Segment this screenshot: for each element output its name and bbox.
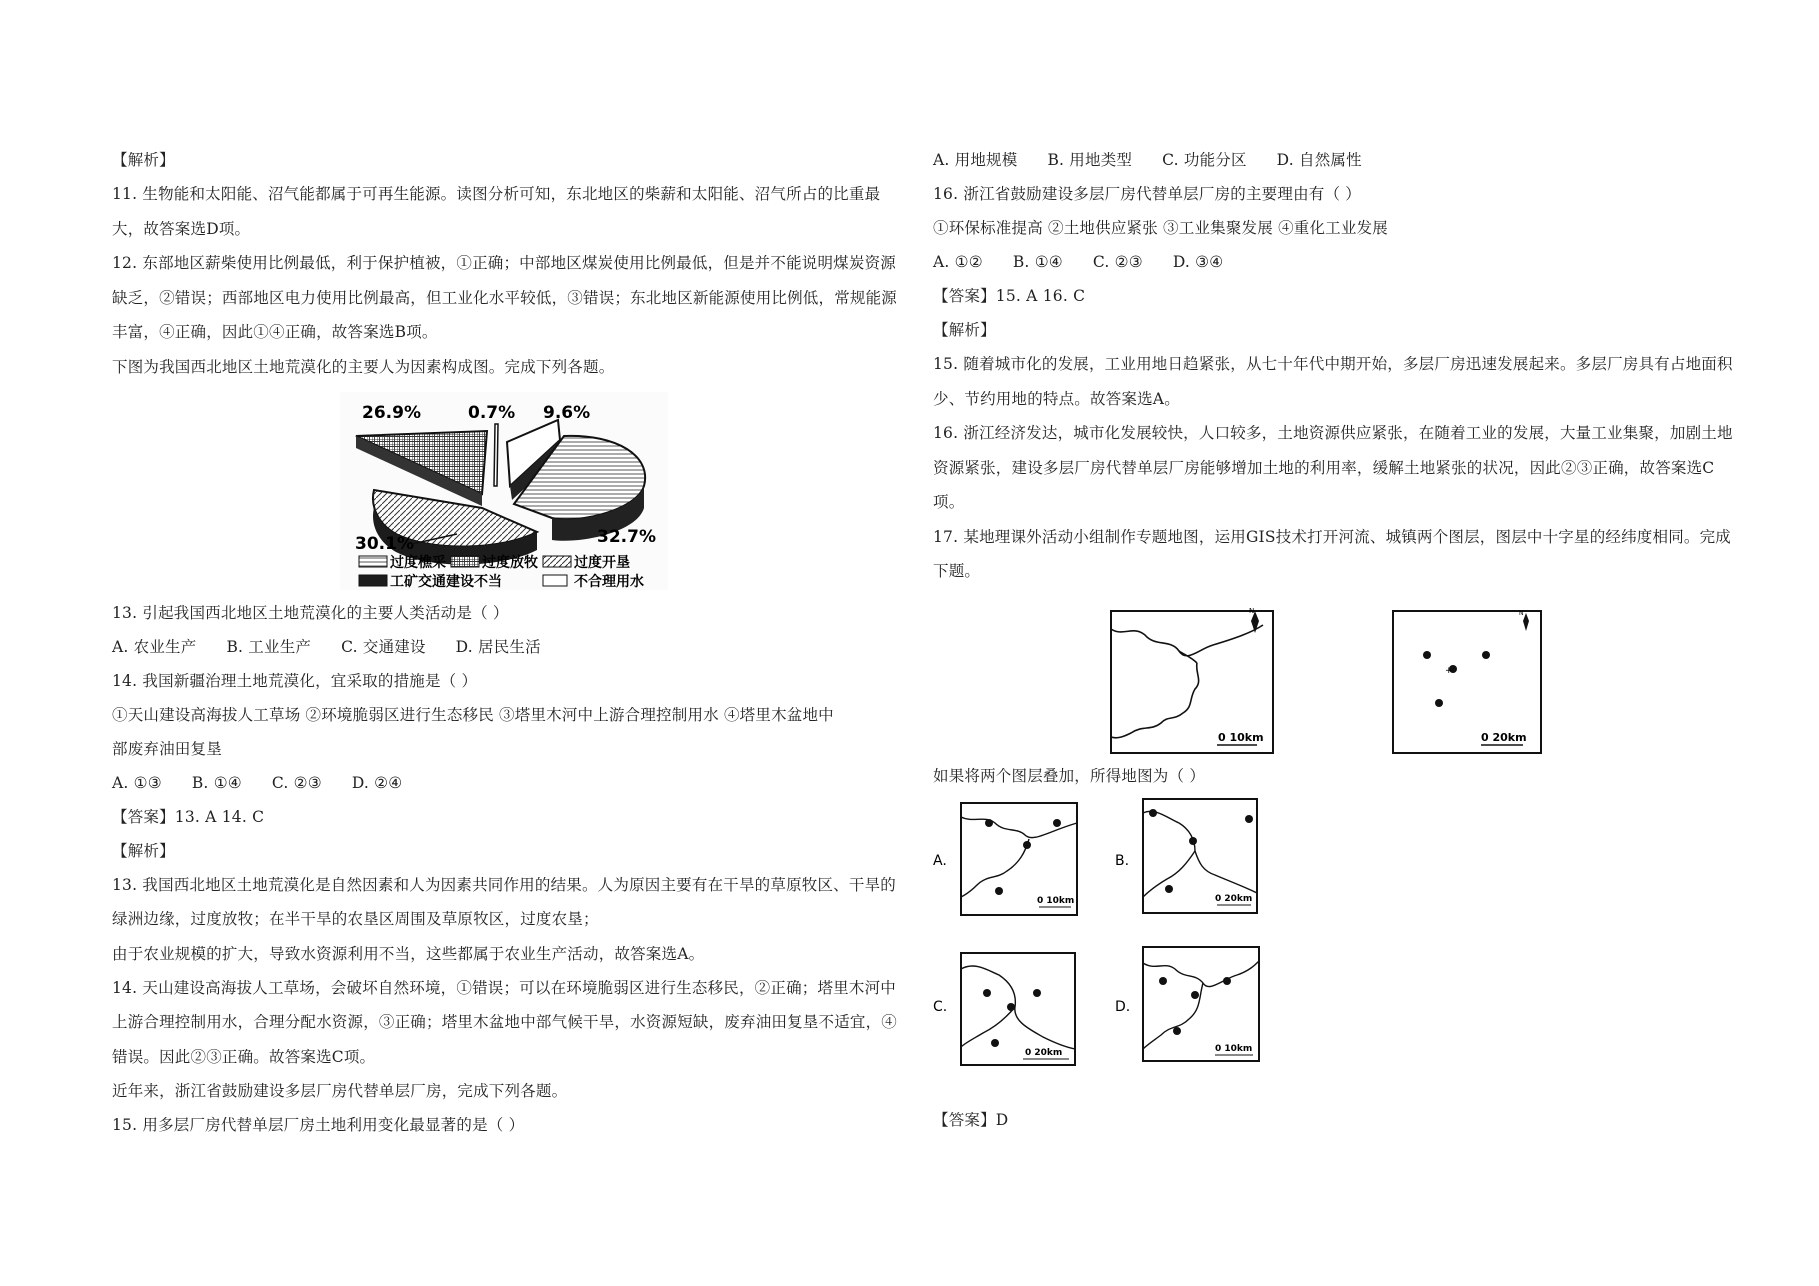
option-a-label: A. (933, 852, 947, 869)
option-maps-figure (933, 793, 1733, 1103)
option-d: D. 自然属性 (1276, 151, 1362, 169)
explanation-16: 16. 浙江经济发达，城市化发展较快，人口较多，土地资源供应紧张，在随着工业的发展，大量工业集聚，加剧土地资源紧张，建设多层厂房代替单层厂房能够增加土地的利用率，缓解土地紧张的状况，因此②③正确，故答案选C项。 (933, 424, 1733, 511)
pie-label-2: 0.7% (468, 402, 516, 423)
explanation-13-cont: 由于农业规模的扩大，导致水资源利用不当，这些都属于农业生产活动，故答案选A。 (112, 944, 705, 963)
legend-label-5: 不合理用水 (574, 573, 644, 590)
town-dot (1423, 651, 1431, 659)
left-column (112, 143, 897, 1142)
question-16-options (933, 245, 1733, 279)
legend-swatch-2 (451, 556, 479, 567)
legend-swatch-5 (543, 575, 567, 586)
question-13-options (112, 630, 897, 664)
scale-label: 0 20km (1025, 1047, 1063, 1058)
town-dot (1435, 699, 1443, 707)
option-c-map (933, 953, 1075, 1065)
explanation-13: 13. 我国西北地区土地荒漠化是自然因素和人为因素共同作用的结果。人为原因主要有在干旱的草原牧区、干旱的绿洲边缘，过度放牧；在半干旱的农垦区周围及草原牧区，过度农垦； (112, 875, 896, 928)
legend-label-1: 过度樵采 (390, 554, 446, 571)
scale-label: 0 10km (1037, 895, 1075, 906)
option-d-map (1115, 947, 1259, 1061)
pie-slice-water (494, 424, 498, 486)
answer-15-16: 【答案】15. A 16. C (933, 287, 1086, 305)
option-b: B. 工业生产 (226, 637, 312, 656)
scale-label: 0 10km (1218, 730, 1264, 744)
scale-label: 0 10km (1215, 1043, 1253, 1054)
pie-label-4: 32.7% (597, 526, 656, 547)
town-layer-map (1393, 610, 1541, 753)
option-d: D. ②④ (351, 773, 403, 792)
legend-swatch-1 (359, 556, 387, 567)
question-14-options (112, 766, 897, 800)
option-b-label: B. (1115, 852, 1130, 869)
analysis-heading: 【解析】 (112, 151, 175, 169)
explanation-14: 14. 天山建设高海拔人工草场，会破坏自然环境，①错误；可以在环境脆弱区进行生态移民，②正确；塔里木河中上游合理控制用水，合理分配水资源，③正确；塔里木盆地中部气候干旱，水资源短缺，废弃油田复垦不适宜，④错误。因此②③正确。故答案选C项。 (112, 978, 898, 1066)
gis-layers-figure (933, 589, 1733, 759)
option-c: C. ②③ (271, 773, 322, 792)
option-c-label: C. (933, 998, 948, 1015)
pie-label-1: 26.9% (362, 402, 421, 423)
analysis-heading-2: 【解析】 (112, 841, 175, 860)
legend-swatch-4 (359, 575, 387, 586)
north-label: N (1249, 606, 1255, 615)
question-17: 17. 某地理课外活动小组制作专题地图，运用GIS技术打开河流、城镇两个图层，图层中十字星的经纬度相同。完成下题。 (933, 527, 1732, 580)
intro-13-14: 下图为我国西北地区土地荒漠化的主要人为因素构成图。完成下列各题。 (112, 357, 615, 376)
option-b: B. 用地类型 (1047, 151, 1133, 169)
option-c: C. ②③ (1092, 253, 1143, 271)
legend-label-4: 工矿交通建设不当 (390, 573, 502, 590)
option-a: A. 用地规模 (933, 151, 1018, 169)
town-dot (1482, 651, 1490, 659)
explanation-11: 11. 生物能和太阳能、沼气能都属于可再生能源。读图分析可知，东北地区的柴薪和太阳能、沼气所占的比重最大，故答案选D项。 (112, 185, 881, 238)
option-maps-svg (933, 793, 1733, 1103)
option-d: D. ③④ (1172, 253, 1224, 271)
option-b: B. ①④ (1012, 253, 1063, 271)
question-14-items-line2: 部废弃油田复垦 (112, 739, 222, 758)
question-16: 16. 浙江省鼓励建设多层厂房代替单层厂房的主要理由有（ ） (933, 185, 1362, 203)
scale-label: 0 20km (1215, 893, 1253, 904)
question-17-prompt: 如果将两个图层叠加，所得地图为（ ） (933, 766, 1206, 785)
right-column (933, 143, 1733, 1137)
pie-label-5: 30.1% (355, 533, 414, 554)
option-b-map (1115, 799, 1257, 913)
pie-chart-figure (112, 384, 897, 596)
analysis-heading-3: 【解析】 (933, 321, 996, 339)
option-d: D. 居民生活 (455, 637, 541, 656)
option-c: C. 功能分区 (1162, 151, 1247, 169)
explanation-15: 15. 随着城市化的发展，工业用地日趋紧张，从七十年代中期开始，多层厂房迅速发展起来。多层厂房具有占地面积少、节约用地的特点。故答案选A。 (933, 355, 1733, 408)
legend-swatch-3 (543, 556, 571, 567)
pie-label-3: 9.6% (543, 402, 591, 423)
north-label: N (1519, 609, 1524, 617)
cross-star-icon: + (1445, 665, 1453, 676)
option-a: A. ①③ (112, 773, 162, 792)
option-a: A. ①② (933, 253, 983, 271)
question-13: 13. 引起我国西北地区土地荒漠化的主要人类活动是（ ） (112, 603, 509, 622)
option-c: C. 交通建设 (341, 637, 426, 656)
legend-label-3: 过度开垦 (574, 554, 630, 571)
intro-15-16: 近年来，浙江省鼓励建设多层厂房代替单层厂房，完成下列各题。 (112, 1082, 568, 1100)
pie-chart-3d (112, 384, 897, 596)
option-a-map (933, 803, 1077, 915)
question-16-items: ①环保标准提高 ②土地供应紧张 ③工业集聚发展 ④重化工业发展 (933, 219, 1388, 237)
option-b: B. ①④ (191, 773, 242, 792)
scale-label: 0 20km (1481, 730, 1527, 744)
gis-layers-svg (933, 589, 1733, 759)
river-layer-map (1111, 607, 1273, 753)
question-15: 15. 用多层厂房代替单层厂房土地利用变化最显著的是（ ） (112, 1116, 525, 1134)
answer-13-14: 【答案】13. A 14. C (112, 807, 265, 826)
legend-label-2: 过度放牧 (482, 554, 538, 571)
question-15-options (933, 143, 1733, 177)
answer-17: 【答案】D (933, 1110, 1009, 1129)
explanation-12: 12. 东部地区薪柴使用比例最低，利于保护植被，①正确；中部地区煤炭使用比例最低，但是并不能说明煤炭资源缺乏，②错误；西部地区电力使用比例最高，但工业化水平较低，③错误；东北地区新能源使用比例低，常规能源丰富，④正确，因此①④正确，故答案选B项。 (112, 254, 898, 341)
question-14-items-line1: ①天山建设高海拔人工草场 ②环境脆弱区进行生态移民 ③塔里木河中上游合理控制用水 ④塔里木盆地中 (112, 705, 834, 724)
question-14: 14. 我国新疆治理土地荒漠化，宜采取的措施是（ ） (112, 671, 478, 690)
option-a: A. 农业生产 (112, 637, 197, 656)
option-d-label: D. (1115, 998, 1131, 1015)
